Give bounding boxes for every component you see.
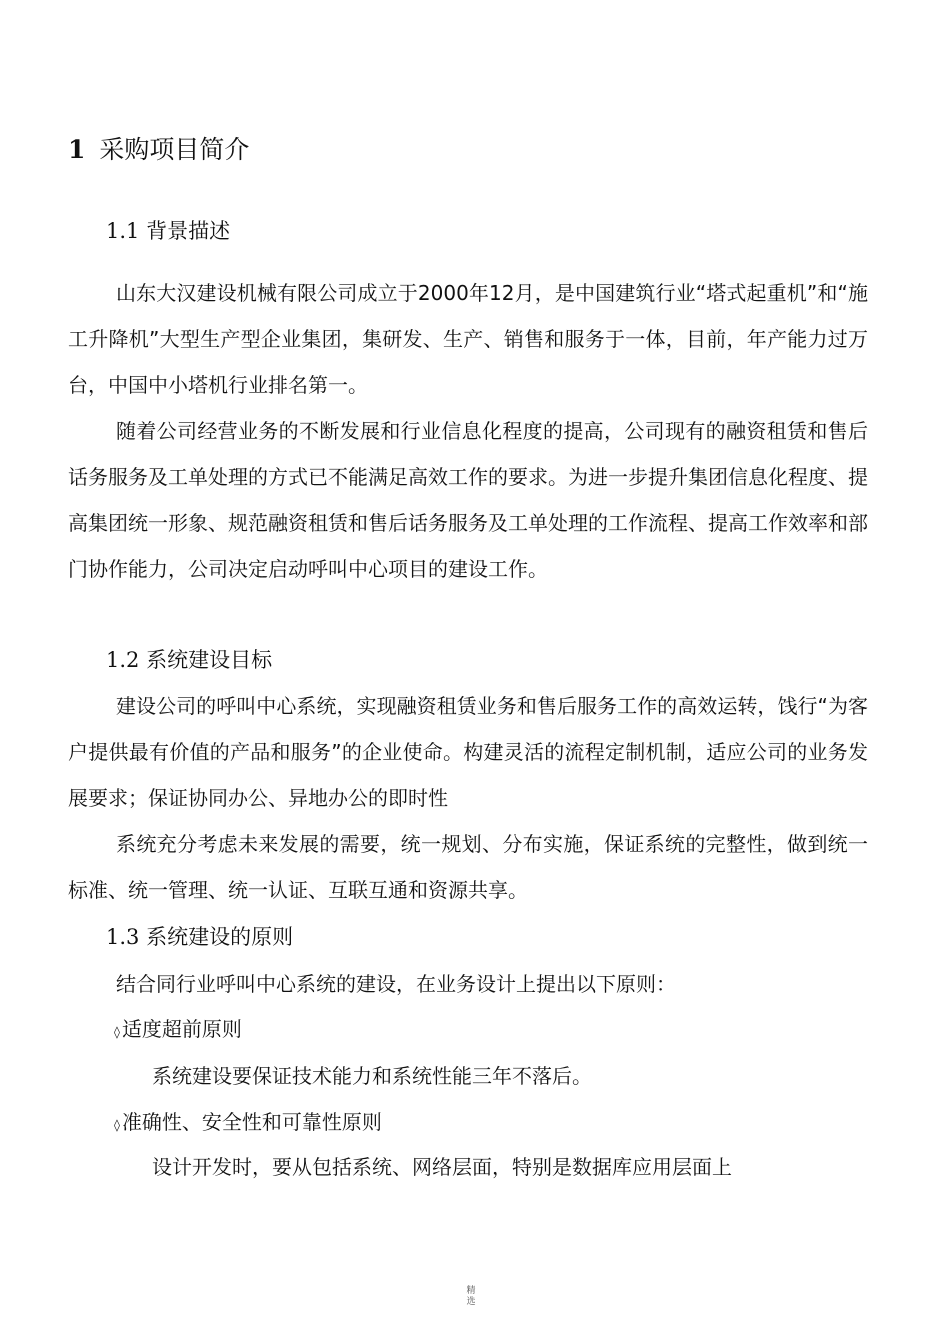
section-heading-1-3: 1.3 系统建设的原则 [106,925,294,949]
chapter-number: 1 [68,135,86,164]
chapter-heading [68,132,249,168]
chapter-title: 采购项目简介 [99,135,250,164]
paragraph-background-motivation: 随着公司经营业务的不断发展和行业信息化程度的提高，公司现有的融资租赁和售后话务服务及工单处理的方式已不能满足高效工作的要求。为进一步提升集团信息化程度、提高集团统一形象、规范融资租赁和售后话务服务及工单处理的工作流程、提高工作效率和部门协作能力，公司决定启动呼叫中心项目的建设工作。 [68,419,868,581]
diamond-bullet-icon: ◊ [114,1025,120,1039]
principle-item-title [114,1014,242,1047]
page-footer-label: 精选 [466,1286,476,1307]
principle-title: 准确性、安全性和可靠性原则 [121,1110,382,1134]
principle-item-title [114,1107,382,1140]
paragraph-principles-intro: 结合同行业呼叫中心系统的建设，在业务设计上提出以下原则： [116,972,676,996]
principle-title: 适度超前原则 [121,1017,242,1041]
paragraph-background-intro: 山东大汉建设机械有限公司成立于2000年12月，是中国建筑行业“塔式起重机”和“施工升降机”大型生产型企业集团，集研发、生产、销售和服务于一体，目前，年产能力过万台，中国中小塔机行业排名第一。 [68,281,868,397]
section-heading-1-2: 1.2 系统建设目标 [106,648,273,672]
principle-description: 系统建设要保证技术能力和系统性能三年不落后。 [152,1064,592,1088]
section-heading-1-1: 1.1 背景描述 [106,219,231,243]
paragraph-goal-callcenter: 建设公司的呼叫中心系统，实现融资租赁业务和售后服务工作的高效运转，饯行“为客户提供最有价值的产品和服务”的企业使命。构建灵活的流程定制机制，适应公司的业务发展要求；保证协同办公、异地办公的即时性 [68,694,868,810]
principle-description: 设计开发时，要从包括系统、网络层面，特别是数据库应用层面上 [152,1155,732,1179]
paragraph-goal-planning: 系统充分考虑未来发展的需要，统一规划、分布实施，保证系统的完整性，做到统一标准、统一管理、统一认证、互联互通和资源共享。 [68,832,868,902]
diamond-bullet-icon: ◊ [114,1118,120,1132]
